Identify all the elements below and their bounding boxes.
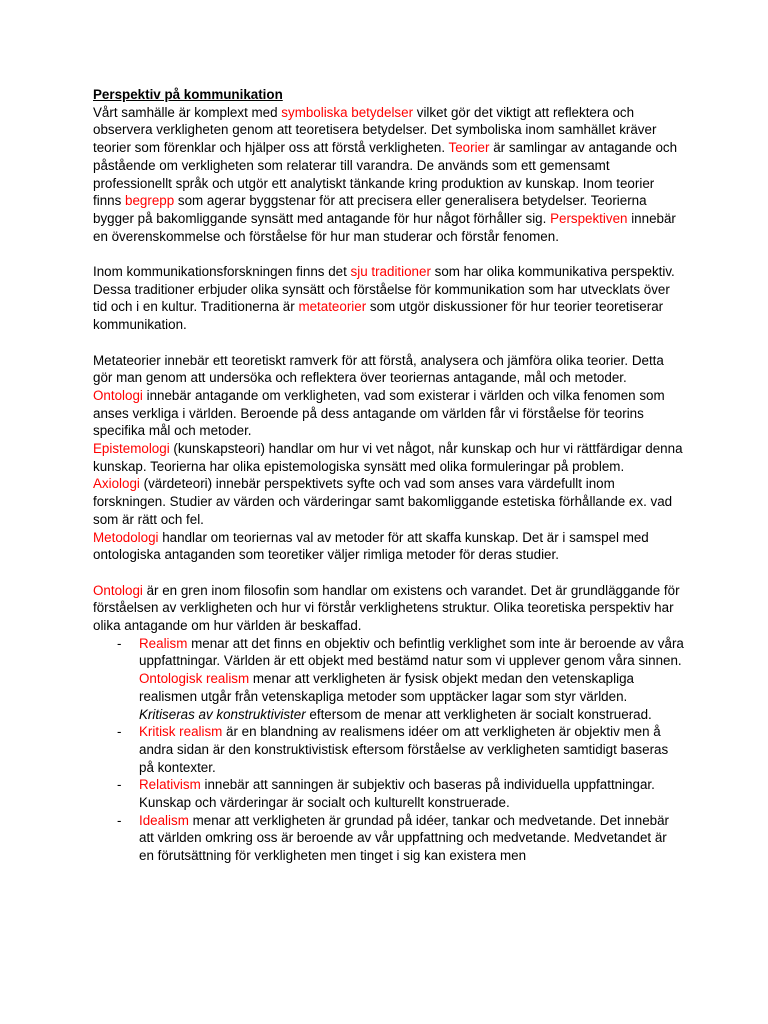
text-run: vilket gör det viktigt att reflektera och observera verkligheten genom att teoretisera betydelser. Det symboliska inom samhället kräver teorier som förenklar och hjälper oss att förstå verkligheten. — [93, 104, 657, 156]
paragraph-spacer — [93, 564, 685, 582]
text-run: (kunskapsteori) handlar om hur vi vet något, når kunskap och hur vi rättfärdigar denna kunskap. Teorierna har olika epistemologiska synsätt med olika formuleringar på problem. — [93, 441, 683, 474]
term-symboliska-betydelser: symboliska betydelser — [281, 104, 414, 120]
term-begrepp: begrepp — [125, 193, 175, 209]
text-run: innebär en överenskommelse och förståelse för hur man studerar och förstår fenomen. — [93, 210, 676, 244]
document-page — [93, 86, 685, 865]
text-run: som utgör diskussioner för hur teorier teoretiserar kommunikation. — [93, 299, 664, 333]
text-run: är en blandning av realismens idéer om att verkligheten är objektiv men å andra sidan är den konstruktivistisk eftersom förståelse av verkligheten samtidigt baseras på kontexter. — [139, 724, 669, 775]
ontology-bullet-list — [93, 635, 685, 865]
text-run: (värdeteori) innebär perspektivets syfte och vad som anses vara värdefullt inom forskningen. Studier av värden och värderingar samt bakomliggande estetiska förhållande ex. vad som är rätt och fel. — [93, 476, 673, 527]
term-relativism: Relativism — [139, 777, 201, 793]
term-realism: Realism — [139, 635, 188, 651]
term-ontologisk-realism: Ontologisk realism — [139, 671, 250, 687]
text-run: innebär att sanningen är subjektiv och baseras på individuella uppfattningar. Kunskap och värderingar är socialt och kulturellt konstruerade. — [139, 777, 655, 811]
term-metodologi: Metodologi — [93, 529, 159, 545]
document-title: Perspektiv på kommunikation — [93, 87, 283, 102]
text-run: eftersom de menar att verkligheten är socialt konstruerad. — [305, 706, 652, 722]
list-item-realism — [93, 635, 685, 724]
term-teorier: Teorier — [448, 140, 490, 156]
text-run: Vårt samhälle är komplext med — [93, 104, 282, 120]
list-item-kritisk-realism — [93, 723, 685, 776]
text-run: innebär antagande om verkligheten, vad som existerar i världen och vilka fenomen som anses verkliga i världen. Beroende på dess antagande om världen får vi förståelse för teorins specifika mål och metoder. — [93, 387, 665, 439]
term-metateorier: metateorier — [298, 299, 367, 315]
paragraph-intro — [93, 104, 685, 246]
text-run: är en gren inom filosofin som handlar om existens och varandet. Det är grundläggande för förståelsen av verkligheten och hur vi förstår verklighetens struktur. Olika teoretiska perspektiv har olika antagande om hur världen är beskaffad. — [93, 582, 680, 634]
term-sju-traditioner: sju traditioner — [350, 264, 431, 280]
italic-text: Kritiseras av konstruktivister — [139, 706, 306, 722]
term-perspektiven: Perspektiven — [550, 210, 628, 226]
paragraph-ontologi-gren — [93, 582, 685, 635]
paragraph-metateorier: Metateorier innebär ett teoretiskt ramverk för att förstå, analysera och jämföra olika teorier. Detta gör man genom att undersöka och reflektera över teoriernas antagande, mål och metoder. — [93, 352, 664, 386]
paragraph-traditions — [93, 263, 685, 334]
text-run: som agerar byggstenar för att precisera eller generalisera betydelser. Teorierna bygger på bakomliggande synsätt med antagande för hur något förhåller sig. — [93, 193, 647, 226]
bullet-dash: - — [117, 635, 122, 651]
term-kritisk-realism: Kritisk realism — [139, 724, 223, 740]
text-run: handlar om teoriernas val av metoder för att skaffa kunskap. Det är i samspel med ontologiska antaganden som teoretiker väljer rimliga metoder för deras studier. — [93, 529, 649, 563]
text-run: menar att verkligheten är fysisk objekt medan den vetenskapliga realismen utgår från vetenskapliga metoder som upptäcker lagar som styr världen. — [139, 671, 634, 704]
paragraph-metodologi — [93, 529, 685, 564]
text-run: som har olika kommunikativa perspektiv. Dessa traditioner erbjuder olika synsätt och förståelse för kommunikation som har utvecklats över tid och i en kultur. Traditionerna är — [93, 264, 675, 315]
paragraph-axiologi — [93, 475, 685, 528]
text-run: är samlingar av antagande och påstående om verkligheten som relaterar till varandra. De används som ett gemensamt professionellt språk och utgör ett analytiskt tänkande kring produktion av kunskap. Inom teorier finns — [93, 140, 678, 209]
list-item-idealism — [93, 812, 685, 865]
paragraph-spacer — [93, 245, 685, 263]
bullet-dash: - — [117, 812, 122, 828]
text-run: menar att det finns en objektiv och befintlig verklighet som inte är beroende av våra uppfattningar. Världen är ett objekt med bestämd natur som vi upplever genom våra sinnen. — [139, 635, 684, 669]
term-epistemologi: Epistemologi — [93, 441, 170, 457]
term-axiologi: Axiologi — [93, 476, 140, 492]
term-ontologi: Ontologi — [93, 582, 143, 598]
bullet-dash: - — [117, 724, 122, 740]
bullet-dash: - — [117, 777, 122, 793]
text-run: Inom kommunikationsforskningen finns det — [93, 264, 351, 280]
term-ontologi: Ontologi — [93, 387, 143, 403]
paragraph-spacer — [93, 334, 685, 352]
paragraph-ontologi-def — [93, 387, 685, 440]
text-run: menar att verkligheten är grundad på idéer, tankar och medvetande. Det innebär att världen omkring oss är beroende av vår uppfattning och medvetande. Medvetandet är en förutsättning för verkligheten men tinget i sig kan existera men — [139, 812, 670, 864]
list-item-relativism — [93, 776, 685, 811]
term-idealism: Idealism — [139, 812, 189, 828]
paragraph-epistemologi — [93, 440, 685, 475]
